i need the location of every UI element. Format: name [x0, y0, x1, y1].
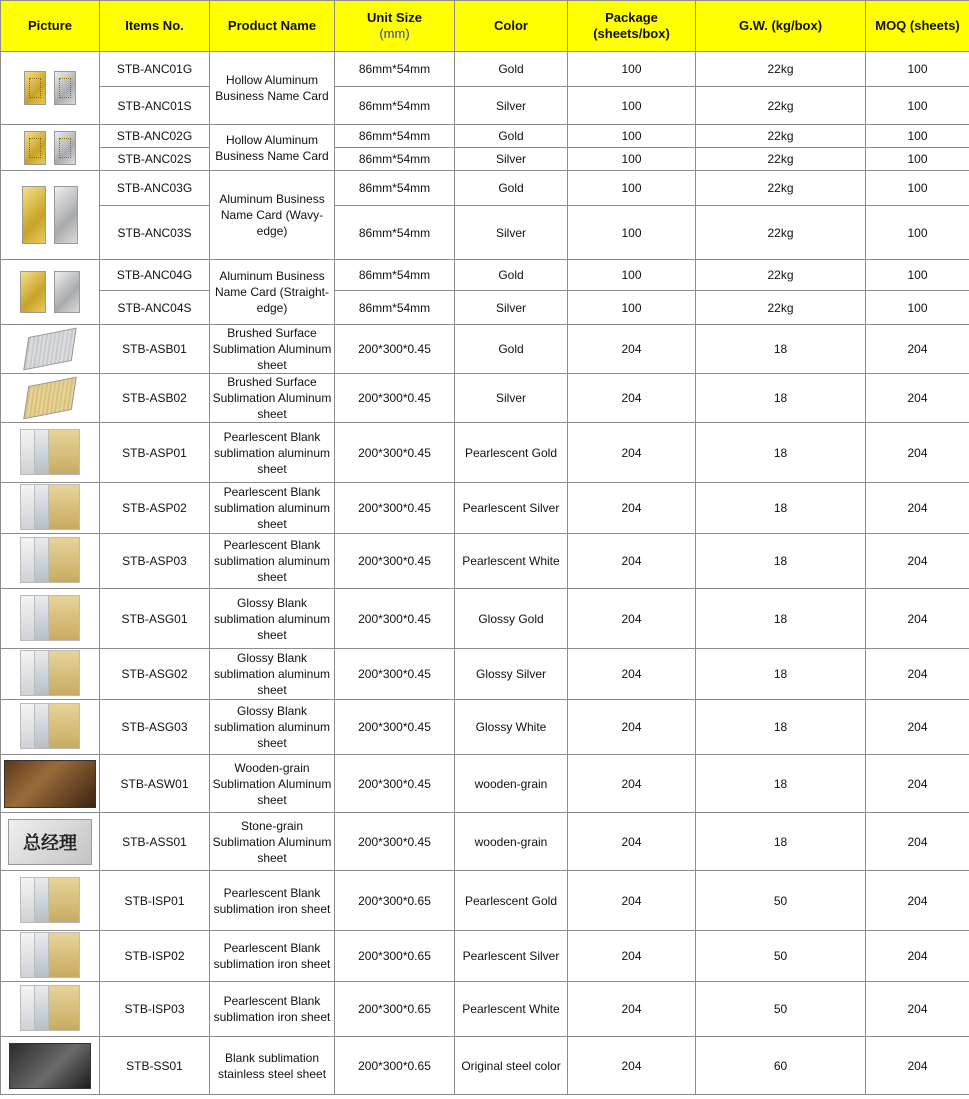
moq-cell: 100	[866, 171, 969, 206]
moq-cell: 204	[866, 700, 969, 755]
table-row	[1, 931, 969, 982]
sheet-samples-icon	[20, 932, 80, 980]
gw-cell: 22kg	[696, 260, 866, 291]
table-row	[1, 87, 969, 125]
item-number: STB-ASG01	[100, 589, 210, 649]
table-row	[1, 291, 969, 325]
color-cell: Silver	[455, 87, 568, 125]
sheet-samples-icon	[20, 650, 80, 698]
product-name: Blank sublimation stainless steel sheet	[210, 1037, 335, 1095]
moq-cell: 204	[866, 483, 969, 534]
unit-size: 86mm*54mm	[335, 87, 455, 125]
product-name: Stone-grain Sublimation Aluminum sheet	[210, 813, 335, 871]
silver-card-icon	[54, 131, 76, 165]
product-name: Glossy Blank sublimation aluminum sheet	[210, 649, 335, 700]
package-cell: 204	[568, 1037, 696, 1095]
item-number: STB-ASG03	[100, 700, 210, 755]
product-image-ss01	[1, 1037, 100, 1095]
product-name: Hollow Aluminum Business Name Card	[210, 52, 335, 125]
product-image-anc03	[1, 171, 100, 260]
color-cell: Pearlescent Silver	[455, 483, 568, 534]
color-cell: Gold	[455, 260, 568, 291]
unit-size: 86mm*54mm	[335, 291, 455, 325]
unit-size: 200*300*0.45	[335, 423, 455, 483]
color-cell: Silver	[455, 206, 568, 260]
unit-size: 86mm*54mm	[335, 52, 455, 87]
product-name: Aluminum Business Name Card (Wavy-edge)	[210, 171, 335, 260]
gw-cell: 18	[696, 649, 866, 700]
moq-cell: 100	[866, 125, 969, 148]
item-number: STB-ISP01	[100, 871, 210, 931]
product-name: Pearlescent Blank sublimation aluminum sheet	[210, 483, 335, 534]
product-image-asw01	[1, 755, 100, 813]
package-cell: 100	[568, 206, 696, 260]
header-package-line1: Package	[605, 10, 658, 25]
unit-size: 86mm*54mm	[335, 171, 455, 206]
product-image-asp03	[1, 534, 100, 589]
table-row	[1, 374, 969, 423]
product-name: Pearlescent Blank sublimation aluminum sheet	[210, 534, 335, 589]
table-row	[1, 171, 969, 206]
sheet-samples-icon	[20, 429, 80, 477]
moq-cell: 204	[866, 813, 969, 871]
gold-card-icon	[22, 186, 46, 244]
table-row	[1, 755, 969, 813]
header-unit-size-unit: (mm)	[379, 26, 410, 41]
color-cell: Glossy White	[455, 700, 568, 755]
product-image-asg03	[1, 700, 100, 755]
product-image-isp02	[1, 931, 100, 982]
gw-cell: 18	[696, 483, 866, 534]
product-name: Brushed Surface Sublimation Aluminum sheet	[210, 325, 335, 374]
header-unit-size-label: Unit Size	[367, 10, 422, 25]
unit-size: 200*300*0.45	[335, 374, 455, 423]
gw-cell: 22kg	[696, 52, 866, 87]
unit-size: 86mm*54mm	[335, 206, 455, 260]
package-cell: 204	[568, 871, 696, 931]
header-moq: MOQ (sheets)	[866, 1, 969, 52]
unit-size: 200*300*0.65	[335, 982, 455, 1037]
moq-cell: 100	[866, 87, 969, 125]
unit-size: 200*300*0.45	[335, 700, 455, 755]
item-number: STB-ISP03	[100, 982, 210, 1037]
table-row	[1, 589, 969, 649]
package-cell: 204	[568, 813, 696, 871]
moq-cell: 204	[866, 589, 969, 649]
unit-size: 86mm*54mm	[335, 260, 455, 291]
table-row	[1, 260, 969, 291]
package-cell: 204	[568, 982, 696, 1037]
header-unit-size	[335, 1, 455, 52]
table-row	[1, 206, 969, 260]
unit-size: 200*300*0.45	[335, 649, 455, 700]
table-row	[1, 534, 969, 589]
gw-cell: 60	[696, 1037, 866, 1095]
item-number: STB-ASP01	[100, 423, 210, 483]
moq-cell: 204	[866, 374, 969, 423]
table-row	[1, 982, 969, 1037]
table-row	[1, 700, 969, 755]
sheet-samples-icon	[20, 877, 80, 925]
moq-cell: 204	[866, 871, 969, 931]
product-image-ass01	[1, 813, 100, 871]
color-cell: Gold	[455, 171, 568, 206]
moq-cell: 204	[866, 649, 969, 700]
package-cell: 204	[568, 325, 696, 374]
sheet-samples-icon	[20, 537, 80, 585]
moq-cell: 204	[866, 423, 969, 483]
product-name: Pearlescent Blank sublimation iron sheet	[210, 982, 335, 1037]
color-cell: Gold	[455, 325, 568, 374]
unit-size: 200*300*0.45	[335, 813, 455, 871]
package-cell: 204	[568, 649, 696, 700]
moq-cell: 204	[866, 1037, 969, 1095]
silver-card-icon	[54, 186, 78, 244]
item-number: STB-ASP03	[100, 534, 210, 589]
item-number: STB-ASB01	[100, 325, 210, 374]
package-cell: 204	[568, 589, 696, 649]
sheet-samples-icon	[20, 484, 80, 532]
item-number: STB-ANC01S	[100, 87, 210, 125]
table-row	[1, 125, 969, 148]
gw-cell: 18	[696, 534, 866, 589]
moq-cell: 204	[866, 982, 969, 1037]
color-cell: Silver	[455, 374, 568, 423]
product-image-isp01	[1, 871, 100, 931]
unit-size: 200*300*0.65	[335, 931, 455, 982]
unit-size: 200*300*0.45	[335, 534, 455, 589]
header-row	[1, 1, 969, 52]
table-row	[1, 813, 969, 871]
package-cell: 204	[568, 755, 696, 813]
gw-cell: 22kg	[696, 87, 866, 125]
header-color: Color	[455, 1, 568, 52]
item-number: STB-ANC03S	[100, 206, 210, 260]
package-cell: 204	[568, 483, 696, 534]
silver-card-icon	[54, 271, 80, 313]
color-cell: Original steel color	[455, 1037, 568, 1095]
table-row	[1, 871, 969, 931]
unit-size: 200*300*0.65	[335, 871, 455, 931]
wooden-grain-sample-icon	[4, 760, 96, 808]
brushed-sheet-icon	[23, 328, 77, 371]
header-product-name: Product Name	[210, 1, 335, 52]
gw-cell: 18	[696, 755, 866, 813]
table-row	[1, 649, 969, 700]
sheet-samples-icon	[20, 985, 80, 1033]
gw-cell: 18	[696, 374, 866, 423]
package-cell: 100	[568, 171, 696, 206]
product-image-asg01	[1, 589, 100, 649]
gw-cell: 18	[696, 589, 866, 649]
header-package-line2: (sheets/box)	[593, 26, 670, 41]
table-row	[1, 423, 969, 483]
gw-cell: 22kg	[696, 206, 866, 260]
gw-cell: 50	[696, 871, 866, 931]
gold-card-icon	[20, 271, 46, 313]
moq-cell: 204	[866, 534, 969, 589]
item-number: STB-ASS01	[100, 813, 210, 871]
sheet-samples-icon	[20, 595, 80, 643]
header-picture: Picture	[1, 1, 100, 52]
moq-cell: 100	[866, 206, 969, 260]
gw-cell: 22kg	[696, 125, 866, 148]
gw-cell: 18	[696, 700, 866, 755]
color-cell: Pearlescent Gold	[455, 871, 568, 931]
unit-size: 200*300*0.45	[335, 755, 455, 813]
item-number: STB-ISP02	[100, 931, 210, 982]
color-cell: Pearlescent White	[455, 534, 568, 589]
table-row	[1, 52, 969, 87]
item-number: STB-SS01	[100, 1037, 210, 1095]
header-gw: G.W. (kg/box)	[696, 1, 866, 52]
gw-cell: 18	[696, 423, 866, 483]
brushed-sheet-icon	[23, 377, 77, 420]
package-cell: 204	[568, 423, 696, 483]
color-cell: wooden-grain	[455, 813, 568, 871]
product-image-anc02	[1, 125, 100, 171]
sheet-samples-icon	[20, 703, 80, 751]
package-cell: 204	[568, 700, 696, 755]
package-cell: 204	[568, 931, 696, 982]
moq-cell: 100	[866, 260, 969, 291]
package-cell: 204	[568, 374, 696, 423]
moq-cell: 204	[866, 931, 969, 982]
moq-cell: 100	[866, 52, 969, 87]
item-number: STB-ANC02G	[100, 125, 210, 148]
gw-cell: 22kg	[696, 148, 866, 171]
product-image-anc04	[1, 260, 100, 325]
package-cell: 100	[568, 87, 696, 125]
product-name: Hollow Aluminum Business Name Card	[210, 125, 335, 171]
gw-cell: 50	[696, 982, 866, 1037]
item-number: STB-ASG02	[100, 649, 210, 700]
color-cell: Silver	[455, 148, 568, 171]
gold-card-icon	[24, 131, 46, 165]
table-row	[1, 1037, 969, 1095]
item-number: STB-ASB02	[100, 374, 210, 423]
item-number: STB-ASW01	[100, 755, 210, 813]
item-number: STB-ANC04S	[100, 291, 210, 325]
item-number: STB-ANC02S	[100, 148, 210, 171]
moq-cell: 204	[866, 755, 969, 813]
item-number: STB-ASP02	[100, 483, 210, 534]
unit-size: 200*300*0.45	[335, 589, 455, 649]
package-cell: 100	[568, 291, 696, 325]
product-image-asp02	[1, 483, 100, 534]
color-cell: Pearlescent White	[455, 982, 568, 1037]
product-name: Glossy Blank sublimation aluminum sheet	[210, 589, 335, 649]
color-cell: Glossy Gold	[455, 589, 568, 649]
gw-cell: 22kg	[696, 171, 866, 206]
package-cell: 100	[568, 52, 696, 87]
product-image-asb02	[1, 374, 100, 423]
package-cell: 100	[568, 260, 696, 291]
package-cell: 100	[568, 148, 696, 171]
gw-cell: 22kg	[696, 291, 866, 325]
table-row	[1, 148, 969, 171]
product-name: Wooden-grain Sublimation Aluminum sheet	[210, 755, 335, 813]
table-row	[1, 483, 969, 534]
moq-cell: 100	[866, 148, 969, 171]
color-cell: Glossy Silver	[455, 649, 568, 700]
unit-size: 200*300*0.45	[335, 325, 455, 374]
gw-cell: 50	[696, 931, 866, 982]
unit-size: 86mm*54mm	[335, 125, 455, 148]
stone-grain-sample-icon: 总经理	[8, 819, 92, 865]
header-package	[568, 1, 696, 52]
item-number: STB-ANC04G	[100, 260, 210, 291]
product-image-asp01	[1, 423, 100, 483]
product-image-asb01	[1, 325, 100, 374]
product-name: Pearlescent Blank sublimation iron sheet	[210, 871, 335, 931]
color-cell: Gold	[455, 125, 568, 148]
color-cell: Silver	[455, 291, 568, 325]
item-number: STB-ANC01G	[100, 52, 210, 87]
gold-card-icon	[24, 71, 46, 105]
product-name: Pearlescent Blank sublimation iron sheet	[210, 931, 335, 982]
color-cell: wooden-grain	[455, 755, 568, 813]
unit-size: 200*300*0.65	[335, 1037, 455, 1095]
product-name: Aluminum Business Name Card (Straight-edge)	[210, 260, 335, 325]
unit-size: 200*300*0.45	[335, 483, 455, 534]
product-name: Pearlescent Blank sublimation aluminum sheet	[210, 423, 335, 483]
product-image-asg02	[1, 649, 100, 700]
product-image-anc01	[1, 52, 100, 125]
color-cell: Pearlescent Gold	[455, 423, 568, 483]
unit-size: 86mm*54mm	[335, 148, 455, 171]
product-name: Brushed Surface Sublimation Aluminum sheet	[210, 374, 335, 423]
silver-card-icon	[54, 71, 76, 105]
steel-sheet-sample-icon	[9, 1043, 91, 1089]
package-cell: 204	[568, 534, 696, 589]
color-cell: Gold	[455, 52, 568, 87]
product-name: Glossy Blank sublimation aluminum sheet	[210, 700, 335, 755]
gw-cell: 18	[696, 813, 866, 871]
table-row	[1, 325, 969, 374]
header-items-no: Items No.	[100, 1, 210, 52]
gw-cell: 18	[696, 325, 866, 374]
item-number: STB-ANC03G	[100, 171, 210, 206]
moq-cell: 204	[866, 325, 969, 374]
color-cell: Pearlescent Silver	[455, 931, 568, 982]
product-image-isp03	[1, 982, 100, 1037]
package-cell: 100	[568, 125, 696, 148]
moq-cell: 100	[866, 291, 969, 325]
